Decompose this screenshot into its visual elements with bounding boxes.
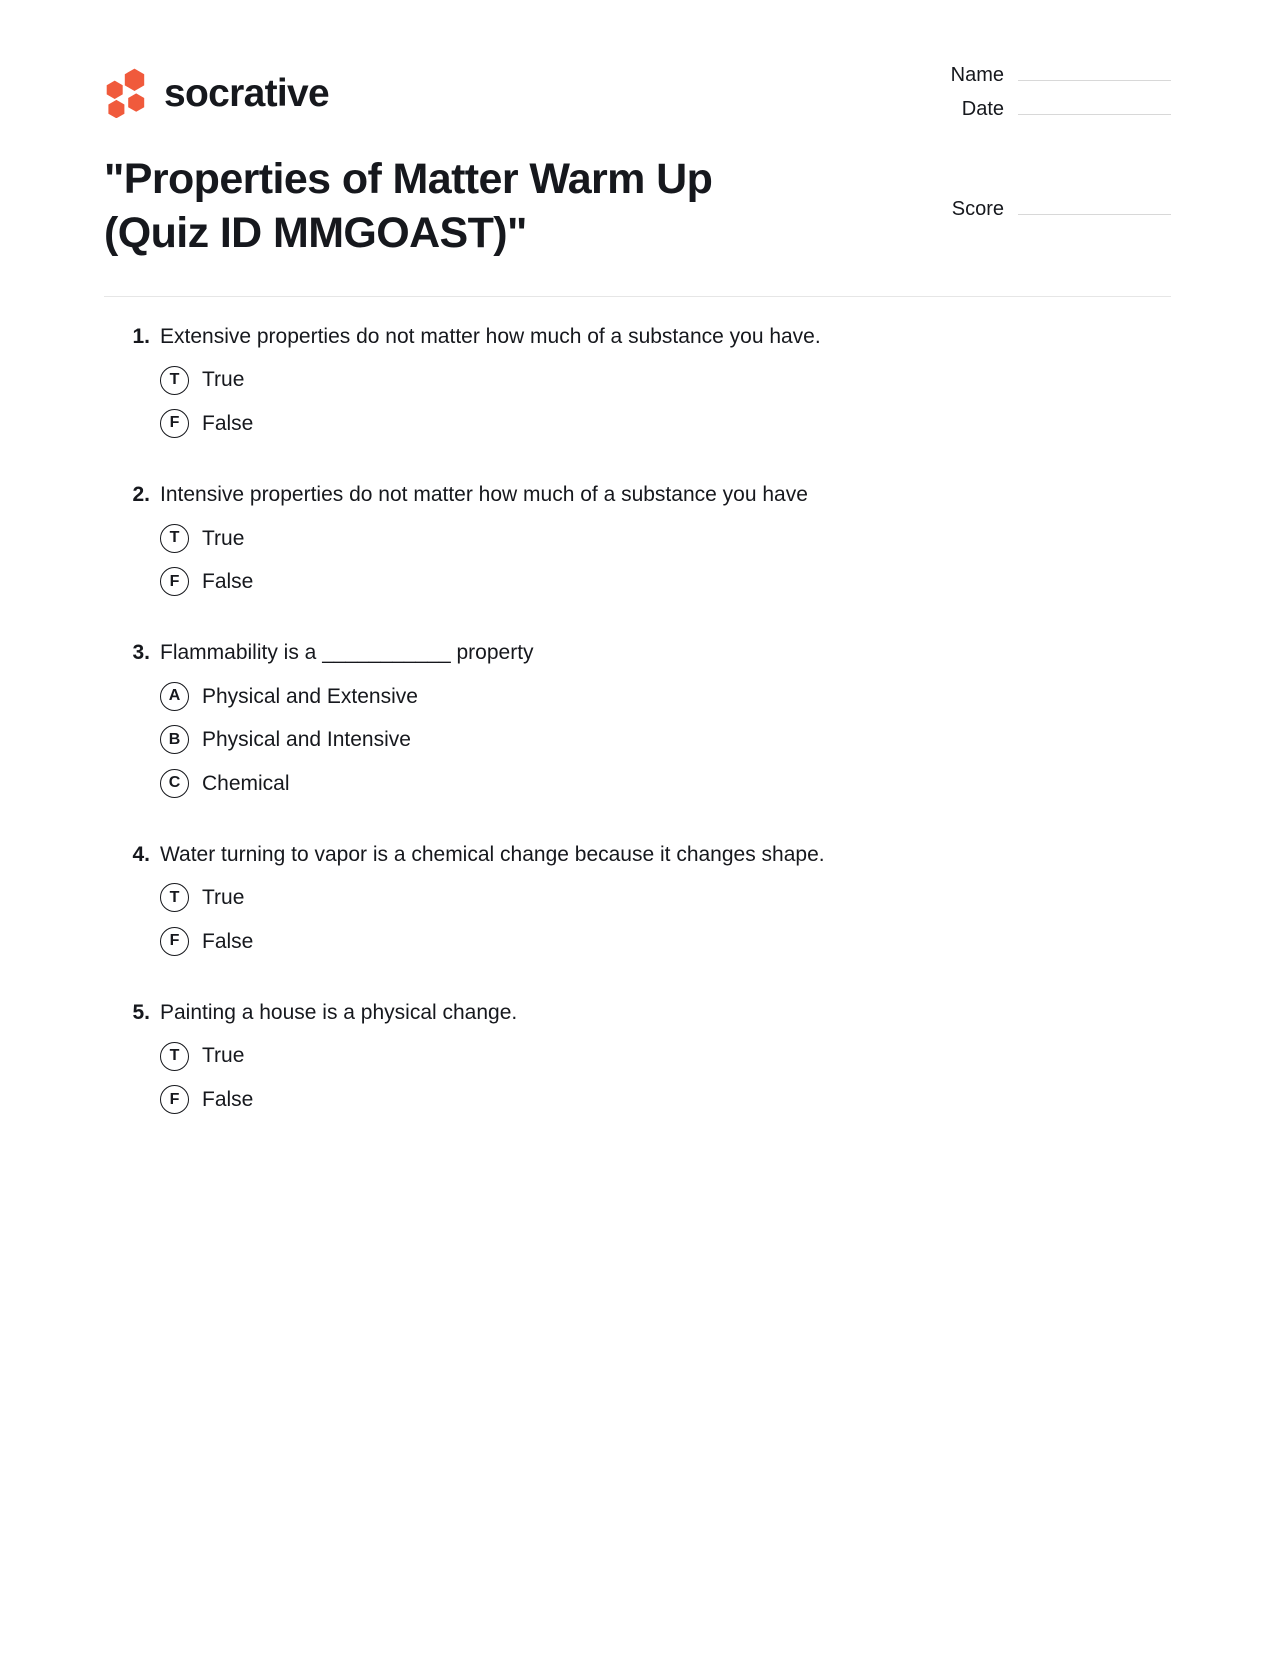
- score-label: Score: [951, 198, 1004, 220]
- choice-option[interactable]: [104, 725, 1171, 754]
- choice-bubble[interactable]: T: [160, 524, 189, 553]
- question-item: [104, 840, 1171, 956]
- choice-option[interactable]: [104, 524, 1171, 553]
- choice-bubble[interactable]: T: [160, 883, 189, 912]
- choice-option[interactable]: [104, 1041, 1171, 1070]
- choice-label: True: [202, 886, 245, 910]
- question-item: [104, 998, 1171, 1114]
- choice-option[interactable]: [104, 769, 1171, 798]
- question-text: Painting a house is a physical change.: [160, 1001, 518, 1025]
- choice-bubble[interactable]: C: [160, 769, 189, 798]
- choice-label: Physical and Extensive: [202, 684, 418, 708]
- student-fields: [921, 62, 1171, 130]
- choice-label: False: [202, 929, 254, 953]
- choice-bubble[interactable]: F: [160, 567, 189, 596]
- choice-bubble[interactable]: B: [160, 725, 189, 754]
- choice-label: True: [202, 526, 245, 550]
- question-heading: [104, 322, 1171, 351]
- choice-bubble[interactable]: F: [160, 927, 189, 956]
- choice-bubble[interactable]: T: [160, 1042, 189, 1071]
- date-label: Date: [961, 98, 1004, 120]
- question-heading: [104, 998, 1171, 1027]
- question-list: [104, 322, 1171, 1114]
- question-heading: [104, 840, 1171, 869]
- question-item: [104, 322, 1171, 438]
- hexagon-cluster-icon: [104, 68, 150, 118]
- name-field-row: [921, 62, 1171, 88]
- choice-option[interactable]: [104, 1085, 1171, 1114]
- brand-name: socrative: [164, 71, 329, 115]
- question-number: 5.: [132, 1001, 150, 1025]
- date-field-row: [921, 96, 1171, 122]
- socrative-logo: [104, 68, 329, 118]
- choice-bubble[interactable]: F: [160, 1085, 189, 1114]
- question-number: 2.: [132, 483, 150, 507]
- choice-label: True: [202, 1044, 245, 1068]
- question-number: 3.: [132, 641, 150, 665]
- question-heading: [104, 638, 1171, 667]
- choice-bubble[interactable]: F: [160, 409, 189, 438]
- question-item: [104, 638, 1171, 798]
- choice-option[interactable]: [104, 365, 1171, 394]
- question-text: Flammability is a ___________ property: [160, 641, 534, 665]
- choice-option[interactable]: [104, 567, 1171, 596]
- header-divider: [104, 296, 1171, 297]
- choice-label: Physical and Intensive: [202, 728, 411, 752]
- page-title: "Properties of Matter Warm Up (Quiz ID MMGOAST)": [104, 155, 713, 258]
- question-text: Intensive properties do not matter how much of a substance you have: [160, 483, 808, 507]
- name-label: Name: [950, 64, 1004, 86]
- question-text: Extensive properties do not matter how much of a substance you have.: [160, 325, 821, 348]
- question-heading: [104, 480, 1171, 509]
- date-input-line[interactable]: [1018, 96, 1171, 115]
- choice-bubble[interactable]: A: [160, 682, 189, 711]
- score-field: [921, 196, 1171, 230]
- question-text: Water turning to vapor is a chemical change because it changes shape.: [160, 842, 825, 866]
- question-number: 1.: [132, 325, 150, 348]
- choice-label: True: [202, 368, 245, 392]
- choice-label: False: [202, 569, 254, 593]
- choice-bubble[interactable]: T: [160, 366, 189, 395]
- score-field-row: [921, 196, 1171, 222]
- choice-option[interactable]: [104, 409, 1171, 438]
- choice-option[interactable]: [104, 927, 1171, 956]
- question-number: 4.: [132, 842, 150, 866]
- choice-option[interactable]: [104, 883, 1171, 912]
- choice-option[interactable]: [104, 682, 1171, 711]
- choice-label: False: [202, 1087, 254, 1111]
- score-input-line[interactable]: [1018, 196, 1171, 215]
- choice-label: Chemical: [202, 771, 290, 795]
- page-header: [104, 62, 1171, 142]
- choice-label: False: [202, 411, 254, 435]
- question-item: [104, 480, 1171, 596]
- name-input-line[interactable]: [1018, 62, 1171, 81]
